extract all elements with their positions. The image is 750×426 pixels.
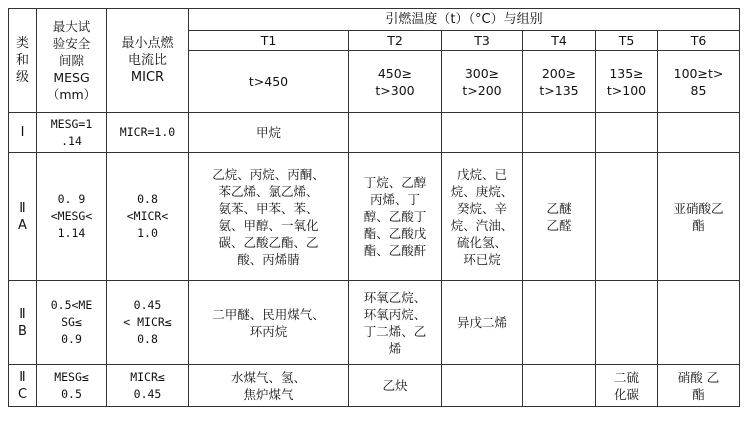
category-cell: Ⅱ C — [9, 365, 37, 407]
mesg-cell: 0. 9 <MESG< 1.14 — [37, 153, 107, 281]
t1-cell: 乙烷、丙烷、丙酮、 苯乙烯、氯乙烯、 氨苯、甲苯、苯、 氨、甲醇、一氧化 碳、乙酸乙酯、乙 酸、丙烯腈 — [189, 153, 349, 281]
category-cell: Ⅰ — [9, 113, 37, 153]
t3-cell: 戊烷、已 烷、庚烷、 癸烷、辛 烷、汽油、 硫化氢、 环已烷 — [442, 153, 523, 281]
t2-cell: 乙炔 — [349, 365, 442, 407]
range-t6: 100≥t> 85 — [658, 51, 740, 113]
category-cell: Ⅱ B — [9, 281, 37, 365]
range-t1: t>450 — [189, 51, 349, 113]
t5-cell — [596, 113, 658, 153]
range-t4: 200≥ t>135 — [523, 51, 596, 113]
t3-cell — [442, 113, 523, 153]
explosive-gas-classification-table — [8, 8, 740, 407]
group-t1: T1 — [189, 31, 349, 51]
t1-cell: 甲烷 — [189, 113, 349, 153]
t6-cell: 硝酸 乙 酯 — [658, 365, 740, 407]
mesg-cell: MESG=1 .14 — [37, 113, 107, 153]
range-t3: 300≥ t>200 — [442, 51, 523, 113]
table-row — [9, 281, 740, 365]
range-t2: 450≥ t>300 — [349, 51, 442, 113]
t4-cell — [523, 113, 596, 153]
header-mesg: 最大试 验安全 间隙 MESG （mm） — [37, 9, 107, 113]
t6-cell — [658, 281, 740, 365]
t5-cell — [596, 153, 658, 281]
t2-cell: 环氧乙烷、 环氧丙烷、 丁二烯、乙 烯 — [349, 281, 442, 365]
group-t2: T2 — [349, 31, 442, 51]
t3-cell: 异戊二烯 — [442, 281, 523, 365]
t1-cell: 二甲醚、民用煤气、 环丙烷 — [189, 281, 349, 365]
table-row — [9, 153, 740, 281]
group-t4: T4 — [523, 31, 596, 51]
header-row-1 — [9, 9, 740, 31]
micr-cell: 0.45 < MICR≤ 0.8 — [107, 281, 189, 365]
table-row — [9, 365, 740, 407]
range-t5: 135≥ t>100 — [596, 51, 658, 113]
t3-cell — [442, 365, 523, 407]
group-t6: T6 — [658, 31, 740, 51]
document-page — [8, 8, 740, 407]
micr-cell: 0.8 <MICR< 1.0 — [107, 153, 189, 281]
mesg-cell: 0.5<ME SG≤ 0.9 — [37, 281, 107, 365]
mesg-cell: MESG≤ 0.5 — [37, 365, 107, 407]
header-temperature-group: 引燃温度（t）（°C）与组别 — [189, 9, 740, 31]
t4-cell — [523, 281, 596, 365]
header-micr: 最小点燃 电流比 MICR — [107, 9, 189, 113]
table-row — [9, 113, 740, 153]
group-t3: T3 — [442, 31, 523, 51]
t6-cell: 亚硝酸乙 酯 — [658, 153, 740, 281]
t5-cell — [596, 281, 658, 365]
category-cell: Ⅱ A — [9, 153, 37, 281]
t1-cell: 水煤气、氢、 焦炉煤气 — [189, 365, 349, 407]
t4-cell — [523, 365, 596, 407]
t4-cell: 乙醚 乙醛 — [523, 153, 596, 281]
t2-cell — [349, 113, 442, 153]
t2-cell: 丁烷、乙醇 丙烯、丁 醇、乙酸丁 酯、乙酸戊 酯、乙酸酐 — [349, 153, 442, 281]
t6-cell — [658, 113, 740, 153]
group-t5: T5 — [596, 31, 658, 51]
header-category: 类 和 级 — [9, 9, 37, 113]
t5-cell: 二硫 化碳 — [596, 365, 658, 407]
micr-cell: MICR=1.0 — [107, 113, 189, 153]
micr-cell: MICR≤ 0.45 — [107, 365, 189, 407]
